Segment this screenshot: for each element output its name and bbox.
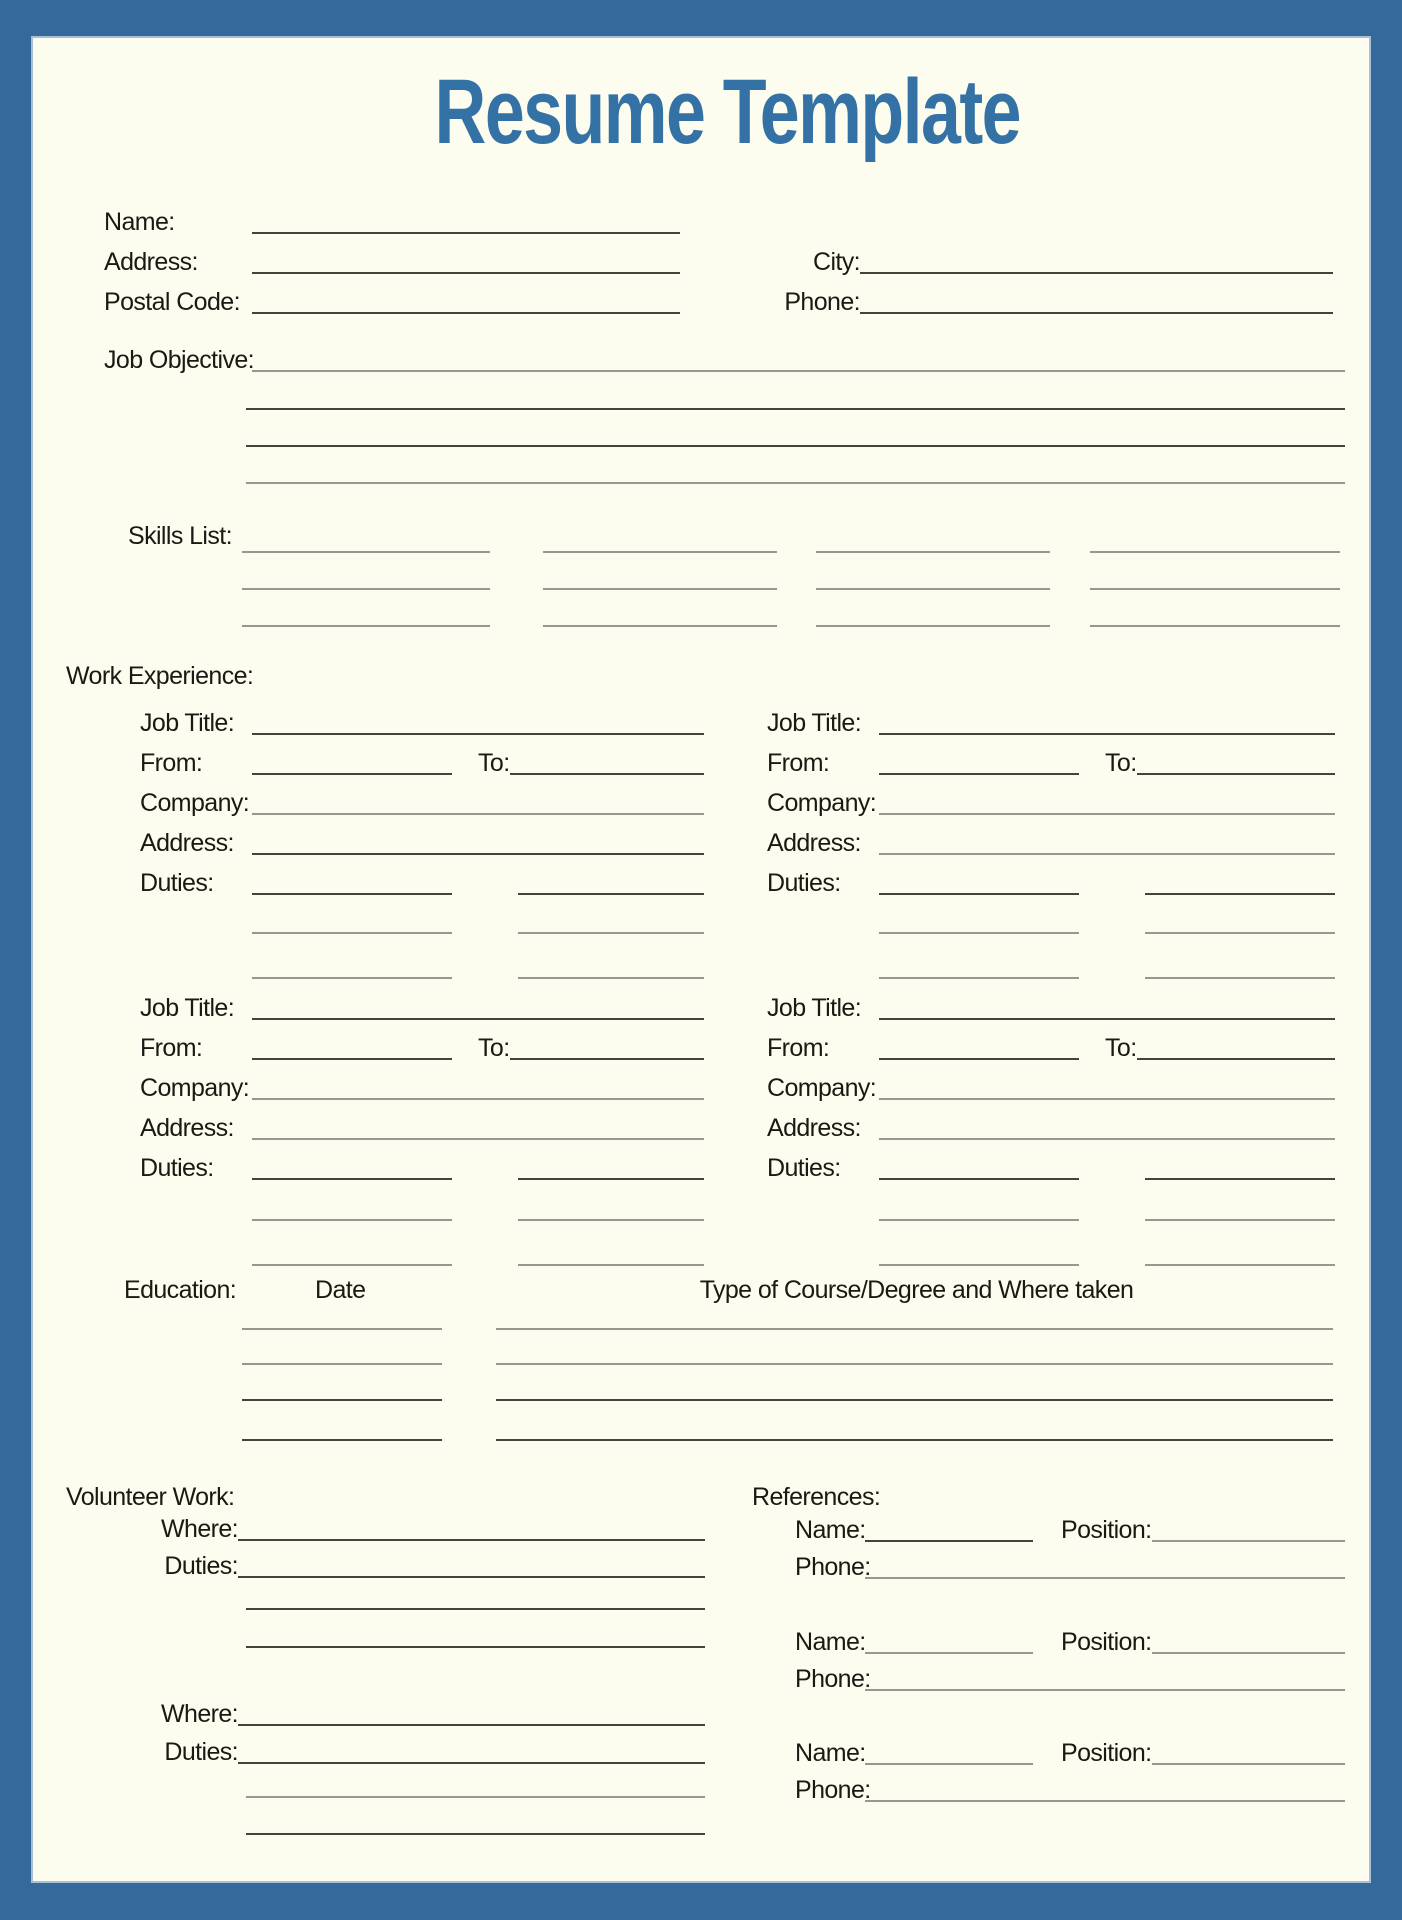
ref-phone-label: Phone: [795,1776,871,1804]
company-field-line[interactable] [252,813,704,815]
volunteer-work-heading: Volunteer Work: [66,1483,235,1511]
duties-extra-line[interactable] [252,1264,452,1266]
job-title-field-line[interactable] [879,733,1335,735]
duties-row [767,866,1335,900]
job-entry-4 [767,991,1335,1281]
education-course-line[interactable] [496,1328,1333,1330]
duties-field-line[interactable] [518,893,704,895]
from-label: From: [767,1034,830,1062]
ref-name-label: Name: [795,1739,866,1767]
education-heading: Education: [124,1276,237,1304]
ref-name-label: Name: [795,1516,866,1544]
volunteer-where-row [104,1697,705,1731]
address-label: Address: [767,829,861,857]
from-label: From: [767,749,830,777]
city-row [720,245,1333,279]
address-row [140,826,704,860]
name-label: Name: [104,208,175,236]
job-title-label: Job Title: [140,994,235,1022]
job-title-field-line[interactable] [252,733,704,735]
volunteer-extra-line[interactable] [246,1796,705,1798]
duties-field-line[interactable] [879,1178,1079,1180]
duties-extra-line[interactable] [518,977,704,979]
from-to-row [767,1031,1335,1065]
job-title-row [767,706,1335,740]
job-objective-line-2[interactable] [246,408,1345,410]
job-entry-3 [140,991,704,1281]
education-date-line[interactable] [242,1399,442,1401]
duties-extra-line[interactable] [252,932,452,934]
postal-code-row [104,285,680,319]
to-label: To: [1105,1034,1137,1062]
company-label: Company: [140,789,250,817]
volunteer-duties-row [104,1549,705,1583]
from-field-line[interactable] [879,1058,1079,1060]
education-course-line[interactable] [496,1363,1333,1365]
from-field-line[interactable] [879,773,1079,775]
job-entry-1 [140,706,704,996]
volunteer-extra-line[interactable] [246,1833,705,1835]
address-row [767,826,1335,860]
skills-line[interactable] [242,588,490,590]
ref-name-label: Name: [795,1628,866,1656]
duties-extra-line[interactable] [1145,932,1335,934]
education-date-header: Date [315,1276,366,1304]
duties-field-line[interactable] [252,893,452,895]
paper-sheet [31,36,1371,1883]
skills-line[interactable] [816,625,1050,627]
page-title: Resume Template [434,61,1020,163]
skills-line[interactable] [1090,625,1340,627]
company-row [767,1071,1335,1105]
duties-extra-line[interactable] [879,1264,1079,1266]
duties-row [140,866,704,900]
ref-position-label: Position: [1061,1739,1152,1767]
job-title-label: Job Title: [767,709,862,737]
job-objective-row [104,343,1345,377]
volunteer-extra-line[interactable] [246,1646,705,1648]
from-field-line[interactable] [252,773,452,775]
from-to-row [140,746,704,780]
job-title-row [140,991,704,1025]
skills-list-label: Skills List: [128,522,232,550]
volunteer-duties-row [104,1735,705,1769]
address-label: Address: [767,1114,861,1142]
reference-name-row [795,1513,1345,1547]
address-label: Address: [104,248,198,276]
duties-row [767,1151,1335,1185]
ref-phone-field-line[interactable] [865,1577,1345,1579]
duties-label: Duties: [140,1154,214,1182]
duties-extra-line[interactable] [252,977,452,979]
skills-line[interactable] [543,588,777,590]
job-objective-line-3[interactable] [246,445,1345,447]
address-field-line[interactable] [252,272,680,274]
work-experience-heading: Work Experience: [66,662,254,690]
education-date-line[interactable] [242,1363,442,1365]
duties-field-line[interactable] [238,1762,705,1764]
where-field-line[interactable] [238,1539,705,1541]
duties-extra-line[interactable] [518,1219,704,1221]
duties-field-line[interactable] [252,1178,452,1180]
duties-field-line[interactable] [1145,893,1335,895]
address-row [767,1111,1335,1145]
skills-line[interactable] [816,588,1050,590]
job-objective-line-4[interactable] [246,482,1345,484]
ref-phone-field-line[interactable] [865,1800,1345,1802]
address-field-line[interactable] [252,853,704,855]
to-field-line[interactable] [510,1058,704,1060]
from-to-row [140,1031,704,1065]
volunteer-extra-line[interactable] [246,1608,705,1610]
from-field-line[interactable] [252,1058,452,1060]
address-row [104,245,680,279]
duties-extra-line[interactable] [879,977,1079,979]
company-label: Company: [767,1074,877,1102]
phone-row [720,285,1333,319]
duties-extra-line[interactable] [1145,1264,1335,1266]
job-title-field-line[interactable] [879,1018,1335,1020]
skills-line[interactable] [242,551,490,553]
reference-phone-row [795,1550,1345,1584]
duties-field-line[interactable] [1145,1178,1335,1180]
where-label: Where: [161,1515,238,1543]
from-to-row [767,746,1335,780]
to-label: To: [478,1034,510,1062]
duties-field-line[interactable] [879,893,1079,895]
postal-code-field-line[interactable] [252,312,680,314]
ref-position-field-line[interactable] [1152,1540,1346,1542]
city-field-line[interactable] [860,272,1333,274]
education-course-line[interactable] [496,1399,1333,1401]
job-title-field-line[interactable] [252,1018,704,1020]
reference-name-row [795,1625,1345,1659]
reference-phone-row [795,1773,1345,1807]
company-row [140,1071,704,1105]
from-label: From: [140,1034,203,1062]
education-date-line[interactable] [242,1328,442,1330]
job-title-row [140,706,704,740]
duties-label: Duties: [767,869,841,897]
name-row [104,205,680,239]
name-field-line[interactable] [252,232,680,234]
duties-row [140,1151,704,1185]
to-field-line[interactable] [1137,1058,1335,1060]
duties-extra-line[interactable] [879,932,1079,934]
postal-code-label: Postal Code: [104,288,240,316]
company-row [767,786,1335,820]
ref-name-field-line[interactable] [865,1540,1033,1542]
duties-extra-line[interactable] [879,1219,1079,1221]
from-label: From: [140,749,203,777]
phone-field-line[interactable] [860,312,1333,314]
ref-phone-label: Phone: [795,1665,871,1693]
company-label: Company: [767,789,877,817]
address-field-line[interactable] [879,853,1335,855]
skills-line[interactable] [543,625,777,627]
duties-field-line[interactable] [238,1576,705,1578]
ref-position-field-line[interactable] [1152,1763,1346,1765]
address-label: Address: [140,1114,234,1142]
duties-extra-line[interactable] [1145,977,1335,979]
volunteer-where-row [104,1512,705,1546]
city-label: City: [812,248,860,276]
duties-label: Duties: [140,869,214,897]
skills-line[interactable] [543,551,777,553]
job-objective-line-1[interactable] [252,370,1345,372]
duties-label: Duties: [164,1738,238,1766]
ref-name-field-line[interactable] [865,1652,1033,1654]
company-field-line[interactable] [252,1098,704,1100]
duties-extra-line[interactable] [518,1264,704,1266]
job-entry-2 [767,706,1335,996]
company-field-line[interactable] [879,1098,1335,1100]
address-row [140,1111,704,1145]
to-label: To: [478,749,510,777]
company-field-line[interactable] [879,813,1335,815]
job-objective-label: Job Objective: [104,346,255,374]
reference-name-row [795,1736,1345,1770]
skills-line[interactable] [1090,551,1340,553]
to-field-line[interactable] [510,773,704,775]
skills-line[interactable] [816,551,1050,553]
skills-line[interactable] [242,625,490,627]
ref-position-label: Position: [1061,1628,1152,1656]
duties-field-line[interactable] [518,1178,704,1180]
education-course-line[interactable] [496,1439,1333,1441]
where-label: Where: [161,1700,238,1728]
job-title-label: Job Title: [767,994,862,1022]
company-row [140,786,704,820]
ref-phone-label: Phone: [795,1553,871,1581]
address-label: Address: [140,829,234,857]
reference-phone-row [795,1662,1345,1696]
duties-extra-line[interactable] [518,932,704,934]
duties-label: Duties: [164,1552,238,1580]
to-field-line[interactable] [1137,773,1335,775]
education-course-header: Type of Course/Degree and Where taken [699,1276,1134,1304]
duties-extra-line[interactable] [1145,1219,1335,1221]
job-title-label: Job Title: [140,709,235,737]
skills-line[interactable] [1090,588,1340,590]
references-heading: References: [752,1483,881,1511]
address-field-line[interactable] [879,1138,1335,1140]
duties-label: Duties: [767,1154,841,1182]
where-field-line[interactable] [238,1724,705,1726]
job-title-row [767,991,1335,1025]
ref-position-label: Position: [1061,1516,1152,1544]
education-date-line[interactable] [242,1439,442,1441]
duties-extra-line[interactable] [252,1219,452,1221]
ref-position-field-line[interactable] [1152,1652,1346,1654]
address-field-line[interactable] [252,1138,704,1140]
phone-label: Phone: [784,288,860,316]
company-label: Company: [140,1074,250,1102]
ref-phone-field-line[interactable] [865,1689,1345,1691]
to-label: To: [1105,749,1137,777]
ref-name-field-line[interactable] [865,1763,1033,1765]
